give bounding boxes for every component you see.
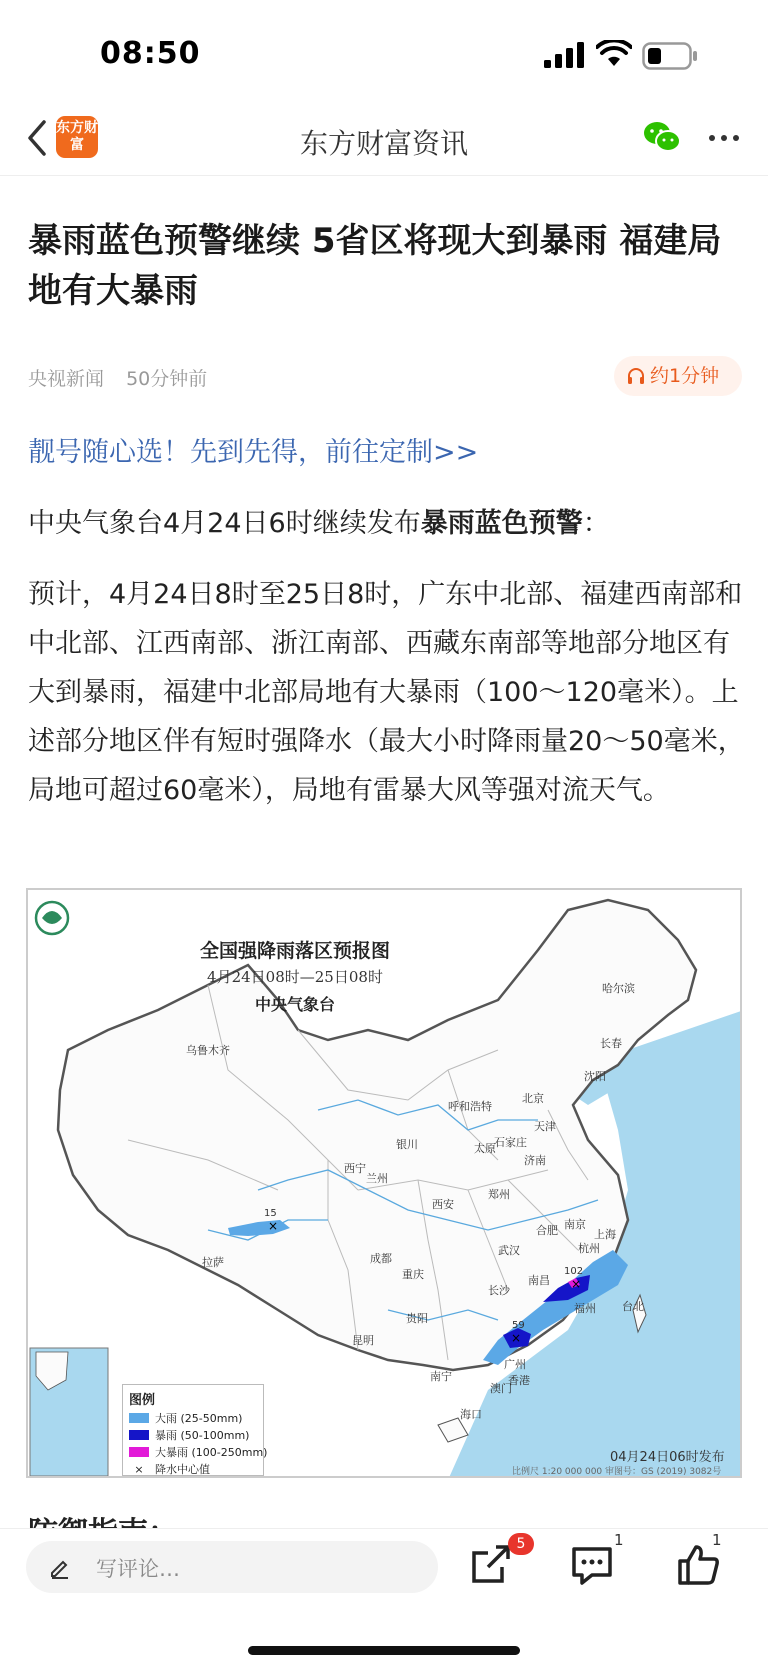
wifi-icon bbox=[596, 40, 632, 68]
map-org: 中央气象台 bbox=[254, 995, 335, 1014]
city-label: 乌鲁木齐 bbox=[186, 1044, 230, 1057]
promo-link[interactable]: 靓号随心选！先到先得，前往定制>> bbox=[28, 437, 479, 468]
city-label: 郑州 bbox=[488, 1188, 510, 1201]
city-label: 石家庄 bbox=[494, 1136, 527, 1149]
city-label: 南京 bbox=[564, 1218, 586, 1231]
city-label: 银川 bbox=[396, 1138, 418, 1151]
legend-title: 图例 bbox=[129, 1393, 156, 1408]
city-label: 杭州 bbox=[578, 1242, 600, 1255]
city-label: 台北 bbox=[622, 1300, 644, 1313]
city-label: 南宁 bbox=[430, 1370, 452, 1383]
nav-bar bbox=[0, 104, 768, 176]
legend-item bbox=[129, 1461, 257, 1478]
cellular-signal-icon bbox=[544, 42, 584, 68]
tibet-rain-center-mark: × bbox=[268, 1219, 279, 1233]
city-label: 天津 bbox=[534, 1120, 556, 1133]
like-count: 1 bbox=[712, 1531, 722, 1549]
app-logo-text: 东方财富 bbox=[56, 120, 98, 153]
city-label: 成都 bbox=[370, 1252, 392, 1265]
rain-value-label: 59 bbox=[512, 1320, 525, 1331]
city-label: 南昌 bbox=[528, 1274, 550, 1287]
x-mark-icon: × bbox=[134, 1463, 144, 1476]
legend-item bbox=[129, 1427, 257, 1444]
city-label: 海口 bbox=[460, 1408, 482, 1421]
headphones-icon bbox=[626, 366, 646, 386]
share-icon[interactable] bbox=[466, 1541, 514, 1589]
listen-duration: 约1分钟 bbox=[650, 365, 720, 387]
city-label: 武汉 bbox=[498, 1244, 520, 1257]
article-headline: 暴雨蓝色预警继续 5省区将现大到暴雨 福建局地有大暴雨 bbox=[28, 221, 722, 311]
city-label: 福州 bbox=[574, 1302, 596, 1315]
battery-icon bbox=[642, 42, 698, 70]
article-paragraph-1 bbox=[28, 500, 748, 548]
comment-icon[interactable] bbox=[568, 1541, 616, 1589]
article-source[interactable]: 央视新闻 bbox=[28, 368, 105, 390]
article-paragraph-2: 预计，4月24日8时至25日8时，广东中北部、福建西南部和中北部、江西南部、浙江南部、西藏东南部等地部分地区有大到暴雨，福建中北部局地有大暴雨（100～120毫米）。上述部分地区伴有短时强降水（最大小时降雨量20～50毫米，局地可超过60毫米），局地有雷暴大风等强对流天气。 bbox=[28, 579, 745, 806]
comment-placeholder: 写评论… bbox=[96, 1557, 180, 1581]
map-legend bbox=[122, 1384, 268, 1476]
legend-label: 大暴雨 (100-250mm) bbox=[155, 1446, 268, 1459]
city-label: 上海 bbox=[594, 1228, 616, 1241]
article-meta bbox=[28, 364, 207, 391]
city-label: 兰州 bbox=[366, 1172, 388, 1185]
article-time: 50分钟前 bbox=[126, 368, 208, 390]
map-title: 全国强降雨落区预报图 bbox=[199, 940, 390, 962]
comment-count: 1 bbox=[614, 1531, 624, 1549]
city-label: 澳门 bbox=[490, 1382, 512, 1395]
city-label: 昆明 bbox=[352, 1334, 374, 1347]
city-label: 合肥 bbox=[536, 1224, 558, 1237]
fujian-rain-center-mark: × bbox=[571, 1277, 582, 1291]
legend-label: 降水中心值 bbox=[155, 1463, 210, 1476]
more-options-icon[interactable] bbox=[706, 124, 742, 152]
para1-bold: 暴雨蓝色预警 bbox=[420, 508, 583, 539]
city-label: 哈尔滨 bbox=[602, 982, 635, 995]
city-label: 拉萨 bbox=[202, 1256, 224, 1269]
legend-label: 暴雨 (50-100mm) bbox=[155, 1429, 250, 1442]
para1-suffix: ： bbox=[582, 508, 610, 539]
para1-prefix: 中央气象台4月24日6时继续发布 bbox=[28, 508, 421, 539]
bottom-action-bar bbox=[0, 1528, 768, 1669]
city-label: 西宁 bbox=[344, 1162, 366, 1175]
home-indicator[interactable] bbox=[248, 1646, 520, 1655]
city-label: 呼和浩特 bbox=[448, 1100, 492, 1113]
rain-forecast-map[interactable] bbox=[26, 888, 742, 1478]
legend-swatch bbox=[129, 1447, 149, 1457]
city-label: 长沙 bbox=[488, 1284, 510, 1297]
page-title: 东方财富资讯 bbox=[299, 127, 468, 160]
map-subtitle: 4月24日08时—25日08时 bbox=[207, 968, 383, 986]
guangdong-rain-center-mark: × bbox=[511, 1331, 522, 1345]
city-label: 重庆 bbox=[402, 1268, 424, 1281]
rain-value-label: 15 bbox=[264, 1208, 277, 1219]
city-label: 西安 bbox=[432, 1198, 454, 1211]
legend-swatch bbox=[129, 1430, 149, 1440]
city-label: 沈阳 bbox=[584, 1070, 606, 1083]
city-label: 济南 bbox=[524, 1154, 546, 1167]
legend-item bbox=[129, 1444, 268, 1461]
legend-item bbox=[129, 1410, 257, 1427]
legend-swatch bbox=[129, 1413, 149, 1423]
city-label: 广州 bbox=[504, 1358, 526, 1371]
map-published-time: 04月24日06时发布 bbox=[610, 1450, 725, 1465]
city-label: 贵阳 bbox=[406, 1312, 428, 1325]
pen-icon bbox=[48, 1555, 72, 1579]
share-badge: 5 bbox=[508, 1533, 534, 1555]
listen-button[interactable] bbox=[614, 356, 742, 396]
status-time: 08:50 bbox=[100, 36, 201, 71]
wechat-share-icon[interactable] bbox=[642, 120, 682, 154]
city-label: 长春 bbox=[600, 1037, 622, 1050]
map-scale: 比例尺 1:20 000 000 审图号：GS (2019) 3082号 bbox=[512, 1467, 722, 1477]
city-label: 香港 bbox=[508, 1374, 530, 1387]
rain-value-label: 102 bbox=[564, 1266, 584, 1277]
status-bar bbox=[0, 0, 768, 104]
city-label: 太原 bbox=[474, 1142, 496, 1155]
comment-input[interactable] bbox=[26, 1541, 438, 1593]
city-label: 北京 bbox=[522, 1092, 544, 1105]
legend-label: 大雨 (25-50mm) bbox=[155, 1412, 243, 1425]
